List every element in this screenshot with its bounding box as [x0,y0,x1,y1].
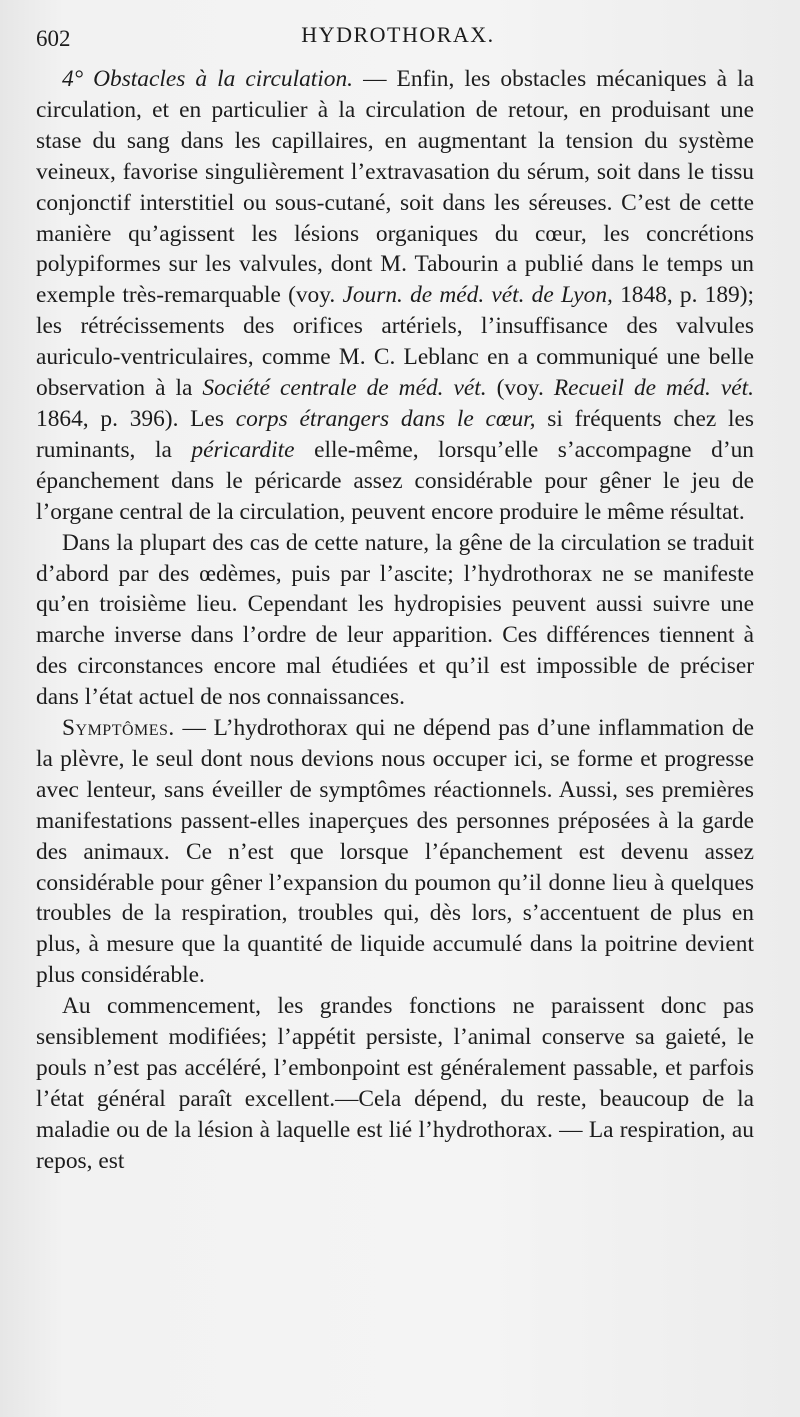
text-run: — Enfin, les obstacles mécaniques à la circulation, et en particulier à la circulation de retour, en produisant une stase du sang dans les capillaires, en augmentant la tension du système veineux, favorise singulièrement l’extravasation du sérum, soit dans le tissu conjonctif interstitiel ou sous-cutané, soit dans les séreuses. C’est de cette manière qu’agissent les lésions organiques du cœur, les concrétions polypiformes sur les valvules, dont M. Tabourin a publié dans le temps un exemple très-remarquable (voy. [36,66,754,309]
text-run: Journ. de méd. vét. de Lyon, [342,282,613,309]
text-run: Symptômes. [62,715,175,742]
page-number: 602 [36,26,71,51]
text-run: Dans la plupart des cas de cette nature, la gêne de la circulation se traduit d’abord par des œdèmes, puis par l’ascite; l’hydrothorax ne se manifeste qu’en troisième lieu. Cependant les hydropisies peuvent aussi suivre une marche inverse dans l’ordre de leur apparition. Ces différences tiennent à des circonstances encore mal étudiées et qu’il est impossible de préciser dans l’état actuel de nos connaissances. [36,529,754,711]
text-run: corps étrangers dans le cœur, [235,405,536,432]
text-run: 1848, p. 189); les rétrécissements des orifices artériels, l’insuffisance des valvules auriculo-ventriculaires, comme M. C. Leblanc en a communiqué une belle observation à la [36,282,755,402]
paragraph-symptomes [36,713,754,991]
paragraph-gene-circulation [36,528,754,713]
text-run: péricardite [191,436,295,463]
text-run: (voy. [486,375,554,402]
text-run: Au commencement, les grandes fonctions ne paraissent donc pas sensiblement modifiées; l’appétit persiste, l’animal conserve sa gaieté, le pouls n’est pas accéléré, l’embonpoint est généralement passable, et parfois l’état général paraît excellent.—Cela dépend, du reste, beaucoup de la maladie ou de la lésion à laquelle est lié l’hydrothorax. — La respiration, au repos, est [36,993,754,1174]
running-title: HYDROTHORAX. [301,22,495,47]
text-run: 4° Obstacles à la circulation. [62,66,354,92]
paragraph-obstacles-circulation [36,64,754,528]
text-run: si fréquents chez les ruminants, la [36,405,754,463]
paragraph-commencement [36,991,754,1176]
body-text [36,64,754,1177]
text-run: Société centrale de méd. vét. [202,375,487,402]
text-run: elle-même, lorsqu’elle s’accompagne d’un épanchement dans le péricarde assez considérable pour gêner le jeu de l’organe central de la circulation, peuvent encore produire le même résultat. [36,436,754,525]
page-header [36,22,760,56]
text-run: 1864, p. 396). Les [36,405,236,432]
text-run: Recueil de méd. vét. [553,375,754,402]
text-run: — L’hydrothorax qui ne dépend pas d’une inflammation de la plèvre, le seul dont nous devions nous occuper ici, se forme et progresse avec lenteur, sans éveiller de symptômes réactionnels. Aussi, ses premières manifestations passent-elles inaperçues des personnes préposées à la garde des animaux. Ce n’est que lorsque l’épanchement est devenu assez considérable pour gêner l’expansion du poumon qu’il donne lieu à quelques troubles de la respiration, troubles qui, dès lors, s’accentuent de plus en plus, à mesure que la quantité de liquide accumulé dans la poitrine devient plus considérable. [36,715,754,989]
